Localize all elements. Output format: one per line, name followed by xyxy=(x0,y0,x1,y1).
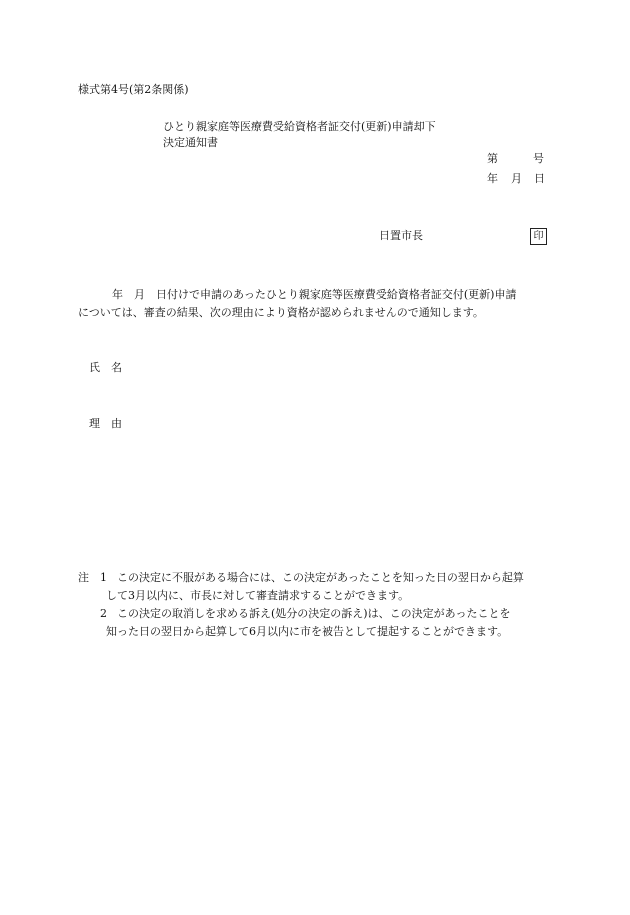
notice-body xyxy=(78,286,558,322)
note-1-line1: この決定に不服がある場合には、この決定があったことを知った日の翌日から起算 xyxy=(117,571,524,584)
reason-label: 理 由 xyxy=(89,417,122,430)
number-go: 号 xyxy=(533,152,544,165)
date-day: 日 xyxy=(534,172,545,185)
note-2-line1: この決定の取消しを求める訴え(処分の決定の訴え)は、この決定があったことを xyxy=(117,607,511,620)
notes-heading: 注 xyxy=(78,571,89,584)
note-2-number: 2 xyxy=(100,607,107,620)
form-id: 様式第4号(第2条関係) xyxy=(78,83,189,96)
date-month: 月 xyxy=(511,172,522,185)
note-1-line2: して3月以内に、市長に対して審査請求することができます。 xyxy=(106,589,410,602)
note-2-line2: 知った日の翌日から起算して6月以内に市を被告として提起することができます。 xyxy=(106,625,509,638)
document-title-line1: ひとり親家庭等医療費受給資格者証交付(更新)申請却下 xyxy=(163,120,436,133)
issuer-name: 日置市長 xyxy=(379,229,423,242)
seal-mark: 印 xyxy=(530,228,547,245)
notice-body-line1: 年 月 日付けで申請のあったひとり親家庭等医療費受給資格者証交付(更新)申請 xyxy=(112,288,517,301)
name-label: 氏 名 xyxy=(89,361,122,374)
note-1-number: 1 xyxy=(100,571,107,584)
document-title-line2: 決定通知書 xyxy=(163,136,218,149)
number-dai: 第 xyxy=(487,152,498,165)
notice-body-line2: については、審査の結果、次の理由により資格が認められませんので通知します。 xyxy=(78,306,484,319)
date-year: 年 xyxy=(487,172,498,185)
